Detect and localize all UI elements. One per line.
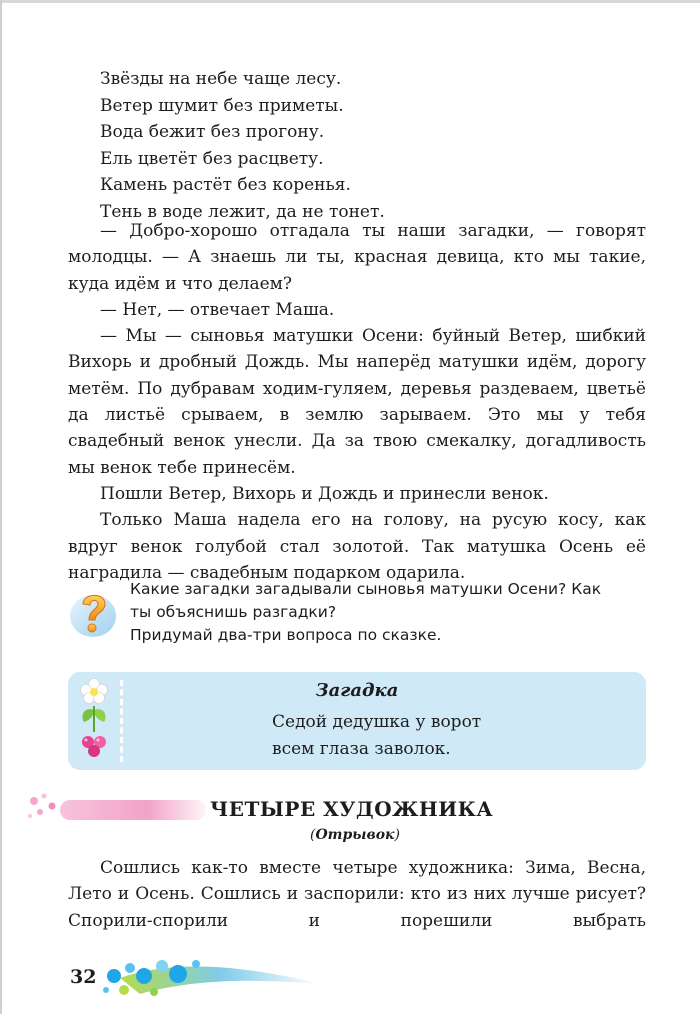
riddle-box (68, 672, 646, 770)
question-text: Какие загадки загадывали сыновья матушки Осени? Как (130, 580, 602, 598)
leaf-icon (82, 706, 105, 732)
page-border-left (0, 0, 2, 1014)
verse-line: Ель цветёт без расцвету. (100, 148, 324, 169)
verse-line: Ветер шумит без приметы. (100, 95, 344, 116)
riddle-line: всем глаза заволок. (272, 739, 451, 759)
question-mark-icon (68, 586, 118, 640)
story-subtitle: (Отрывок) (310, 827, 400, 843)
paragraph: — Мы — сыновья матушки Осени: буйный Ветер, шибкий Вихорь и дробный Дождь. Мы наперёд матушки идём, дорогу метём. По дубравам ходим-гуляем, деревья раздеваем, цветьё да листьё срываем, в землю зарываем. Это мы у тебя свадебный венок унесли. Да за твою смекалку, догадливость мы венок тебе принесём. (68, 326, 646, 478)
question-text: ты объяснишь разгадки? (130, 603, 337, 621)
footer-decoration (100, 954, 320, 1002)
story-prose (68, 218, 646, 586)
verse-line: Камень растёт без коренья. (100, 175, 351, 195)
story-text (68, 855, 646, 934)
riddle-line: Седой дедушка у ворот (272, 712, 482, 732)
paragraph: Пошли Ветер, Вихорь и Дождь и принесли венок. (100, 483, 549, 504)
page-number: 32 (70, 966, 97, 988)
question-text: Придумай два-три вопроса по сказке. (130, 626, 442, 644)
verse-line: Звёзды на небе чаще лесу. (100, 69, 342, 89)
subtitle-text: Отрывок (315, 827, 395, 843)
riddle-verse (100, 66, 385, 225)
heading-decoration (26, 792, 206, 828)
paragraph: — Нет, — отвечает Маша. (100, 299, 335, 320)
page-border-top (0, 0, 700, 3)
verse-line: Вода бежит без прогону. (100, 122, 325, 142)
riddle-title: Загадка (315, 680, 399, 701)
paragraph: — Добро-хорошо отгадала ты наши загадки, — говорят молодцы. — А знаешь ли ты, красная девица, кто мы такие, куда идём и что делаем? (68, 221, 646, 294)
paragraph: Только Маша надела его на голову, на русую косу, как вдруг венок голубой стал золотой. Так матушка Осень её наградила — свадебным подарком одарила. (68, 510, 646, 583)
paragraph: Сошлись как-то вместе четыре художника: Зима, Весна, Лето и Осень. Сошлись и заспорили: кто из них лучше рисует? Спорили-спорили и порешили выбрать (68, 858, 646, 931)
story-title: ЧЕТЫРЕ ХУДОЖНИКА (210, 797, 494, 821)
berries-icon (82, 736, 106, 757)
verse-line: Тень в воде лежит, да не тонет. (100, 201, 385, 222)
